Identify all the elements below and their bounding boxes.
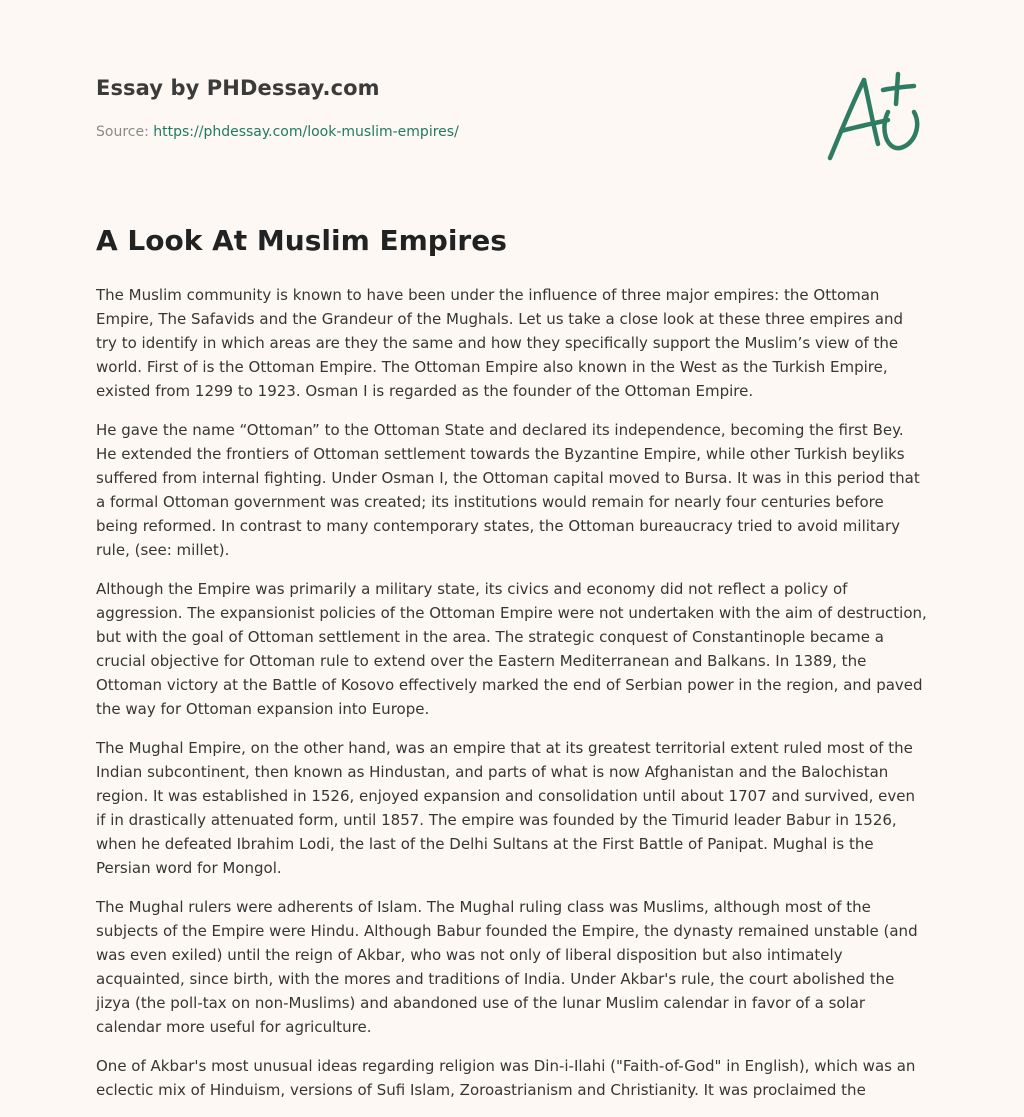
essay-paragraph: The Mughal Empire, on the other hand, was an empire that at its greatest territorial extent ruled most of the Indian subcontinent, then known as Hindustan, and parts of what is now Afghanistan and the Balochistan region. It was established in 1526, enjoyed expansion and consolidation until about 1707 and survived, even if in drastically attenuated form, until 1857. The empire was founded by the Timurid leader Babur in 1526, when he defeated Ibrahim Lodi, the last of the Delhi Sultans at the First Battle of Panipat. Mughal is the Persian word for Mongol. xyxy=(96,739,916,877)
essay-body xyxy=(96,283,928,1117)
source-line xyxy=(96,124,459,140)
essay-paragraph: The Mughal rulers were adherents of Islam. The Mughal ruling class was Muslims, although most of the subjects of the Empire were Hindu. Although Babur founded the Empire, the dynasty remained unstable (and was even exiled) until the reign of Akbar, who was not only of liberal disposition but also intimately acquainted, since birth, with the mores and traditions of India. Under Akbar's rule, the court abolished the jizya (the poll-tax on non-Muslims) and abandoned use of the lunar Muslim calendar in favor of a solar calendar more useful for agriculture. xyxy=(96,898,918,1036)
source-label: Source: xyxy=(96,124,149,140)
essay-title: A Look At Muslim Empires xyxy=(96,224,507,257)
a-plus-grade-icon xyxy=(826,68,926,164)
site-brand: Essay by PHDessay.com xyxy=(96,76,380,100)
essay-paragraph: The Muslim community is known to have been under the influence of three major empires: the Ottoman Empire, The Safavids and the Grandeur of the Mughals. Let us take a close look at these three empires and try to identify in which areas are they the same and how they specifically support the Muslim’s view of the world. First of is the Ottoman Empire. The Ottoman Empire also known in the West as the Turkish Empire, existed from 1299 to 1923. Osman I is regarded as the founder of the Ottoman Empire. xyxy=(96,286,903,400)
essay-paragraph: He gave the name “Ottoman” to the Ottoman State and declared its independence, becoming the first Bey. He extended the frontiers of Ottoman settlement towards the Byzantine Empire, while other Turkish beyliks suffered from internal fighting. Under Osman I, the Ottoman capital moved to Bursa. It was in this period that a formal Ottoman government was created; its institutions would remain for nearly four centuries before being reformed. In contrast to many contemporary states, the Ottoman bureaucracy tried to avoid military rule, (see: millet). xyxy=(96,421,920,559)
source-link[interactable]: https://phdessay.com/look-muslim-empires/ xyxy=(153,124,459,140)
essay-paragraph: Although the Empire was primarily a military state, its civics and economy did not reflect a policy of aggression. The expansionist policies of the Ottoman Empire were not undertaken with the aim of destruction, but with the goal of Ottoman settlement in the area. The strategic conquest of Constantinople became a crucial objective for Ottoman rule to extend over the Eastern Mediterranean and Balkans. In 1389, the Ottoman victory at the Battle of Kosovo effectively marked the end of Serbian power in the region, and paved the way for Ottoman expansion into Europe. xyxy=(96,580,927,718)
essay-paragraph: One of Akbar's most unusual ideas regarding religion was Din-i-Ilahi ("Faith-of-God" in English), which was an eclectic mix of Hinduism, versions of Sufi Islam, Zoroastrianism and Christianity. It was proclaimed the xyxy=(96,1057,916,1099)
